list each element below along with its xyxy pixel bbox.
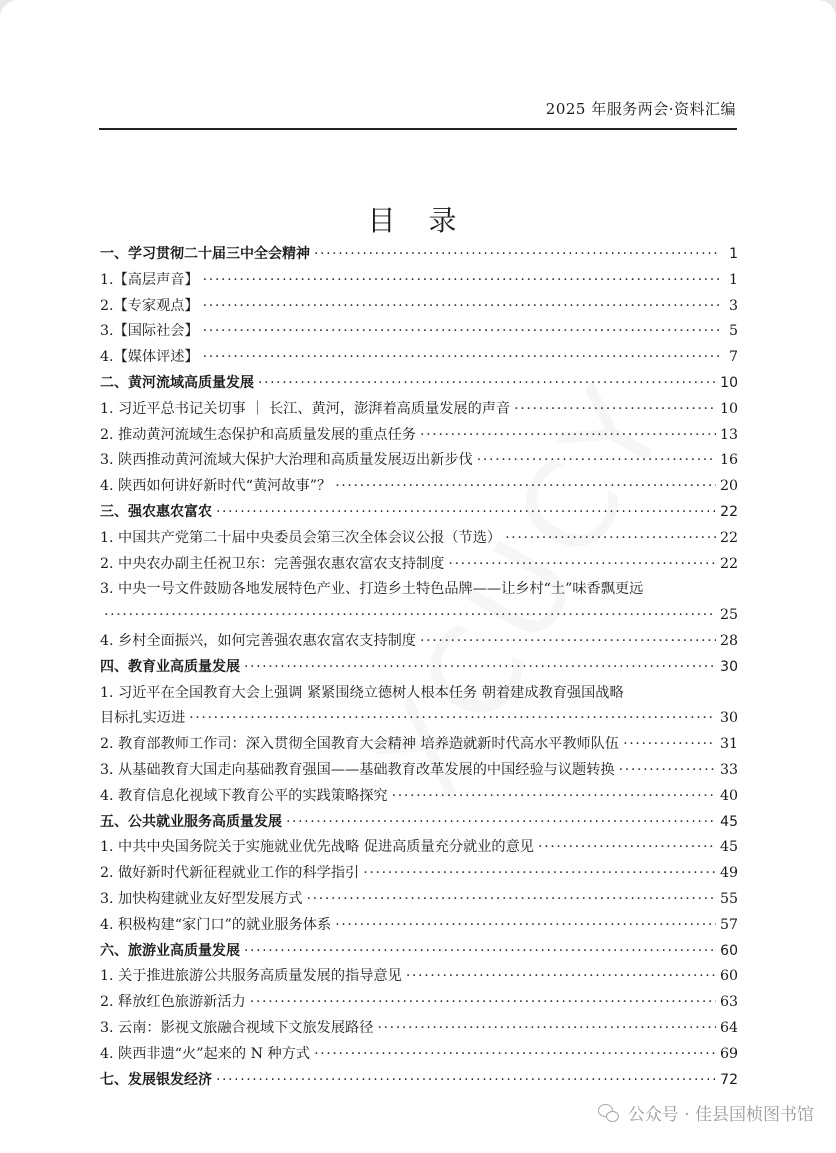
dot-leader — [363, 861, 716, 887]
dot-leader — [477, 448, 716, 474]
toc-label: 3.【国际社会】 — [100, 323, 199, 340]
toc-entry[interactable] — [100, 448, 738, 474]
dot-leader — [216, 500, 716, 526]
dot-leader — [244, 655, 716, 681]
toc-entry[interactable] — [100, 784, 738, 810]
toc-section[interactable] — [100, 810, 738, 836]
toc-entry[interactable] — [100, 964, 738, 990]
toc-entry[interactable] — [100, 577, 738, 603]
dot-leader — [244, 939, 716, 965]
toc-page-number: 10 — [720, 374, 738, 391]
dot-leader — [406, 964, 716, 990]
toc-label: 五、公共就业服务高质量发展 — [100, 813, 282, 830]
toc-entry[interactable] — [100, 268, 738, 294]
toc-label: 4. 陕西如何讲好新时代“黄河故事”？ — [100, 478, 332, 495]
toc-page-number: 22 — [720, 503, 738, 520]
dot-leader — [216, 1068, 716, 1094]
toc-section[interactable] — [100, 655, 738, 681]
toc-page-number: 63 — [719, 994, 738, 1011]
toc-page-number: 60 — [719, 968, 738, 985]
toc-entry[interactable] — [100, 913, 738, 939]
table-of-contents — [100, 242, 738, 1093]
dot-leader — [505, 526, 716, 552]
toc-entry[interactable] — [100, 526, 738, 552]
dot-leader — [514, 397, 716, 423]
header-rule — [99, 128, 737, 130]
toc-entry[interactable] — [100, 603, 738, 629]
dot-leader — [307, 887, 716, 913]
toc-label: 4. 积极构建“家门口”的就业服务体系 — [100, 916, 332, 933]
toc-page-number: 60 — [720, 942, 738, 959]
toc-entry[interactable] — [100, 423, 738, 449]
dot-leader — [623, 732, 716, 758]
toc-label: 2. 释放红色旅游新活力 — [100, 994, 246, 1011]
toc-entry[interactable] — [100, 861, 738, 887]
toc-title: 目 录 — [367, 203, 469, 237]
toc-label: 4.【媒体评述】 — [100, 349, 199, 366]
dot-leader — [203, 319, 720, 345]
dot-leader — [203, 268, 720, 294]
toc-page-number: 28 — [719, 632, 738, 649]
toc-page-number: 69 — [719, 1045, 738, 1062]
toc-label: 1.【高层声音】 — [100, 271, 199, 288]
toc-label: 1. 关于推进旅游公共服务高质量发展的指导意见 — [100, 968, 402, 985]
toc-page-number: 30 — [720, 658, 738, 675]
toc-page-number: 30 — [719, 710, 738, 727]
toc-label: 二、黄河流域高质量发展 — [100, 374, 254, 391]
toc-section[interactable] — [100, 1068, 738, 1094]
toc-entry[interactable] — [100, 1016, 738, 1042]
dot-leader — [258, 371, 716, 397]
toc-label: 4. 教育信息化视域下教育公平的实践策略探究 — [100, 787, 388, 804]
toc-page-number: 45 — [720, 813, 738, 830]
toc-entry[interactable] — [100, 758, 738, 784]
dot-leader — [392, 784, 716, 810]
toc-label: 4. 乡村全面振兴，如何完善强农惠农富农支持制度 — [100, 632, 416, 649]
toc-page-number: 22 — [719, 555, 738, 572]
toc-entry[interactable] — [100, 474, 738, 500]
toc-page-number: 40 — [719, 787, 738, 804]
toc-entry[interactable] — [100, 732, 738, 758]
toc-page-number: 5 — [728, 323, 738, 340]
toc-entry[interactable] — [100, 1042, 738, 1068]
toc-label: 六、旅游业高质量发展 — [100, 942, 240, 959]
dot-leader — [619, 758, 716, 784]
running-header: 2025 年服务两会·资料汇编 — [545, 100, 736, 118]
toc-entry[interactable] — [100, 835, 738, 861]
dot-leader — [314, 1042, 716, 1068]
toc-label: 三、强农惠农富农 — [100, 503, 212, 520]
toc-label: 1. 中国共产党第二十届中央委员会第三次全体会议公报（节选） — [100, 529, 502, 546]
toc-page-number: 16 — [719, 452, 738, 469]
toc-label: 2. 教育部教师工作司：深入贯彻全国教育大会精神 培养造就新时代高水平教师队伍 — [100, 736, 620, 753]
dot-leader — [250, 990, 716, 1016]
dot-leader — [189, 706, 716, 732]
toc-page-number: 57 — [719, 916, 738, 933]
dot-leader — [335, 913, 716, 939]
dot-leader — [314, 242, 720, 268]
dot-leader — [448, 552, 716, 578]
toc-label: 2. 推动黄河流域生态保护和高质量发展的重点任务 — [100, 426, 416, 443]
toc-label: 1. 习近平在全国教育大会上强调 紧紧围绕立德树人根本任务 朝着建成教育强国战略 — [100, 684, 624, 701]
toc-label: 3. 从基础教育大国走向基础教育强国——基础教育改革发展的中国经验与议题转换 — [100, 761, 615, 778]
wechat-icon — [598, 1103, 620, 1123]
toc-page-number: 25 — [719, 607, 738, 624]
toc-page-number: 10 — [719, 400, 738, 417]
toc-label: 2. 中央农办副主任祝卫东：完善强农惠农富农支持制度 — [100, 555, 445, 572]
toc-page-number: 1 — [729, 246, 738, 262]
toc-entry[interactable] — [100, 345, 738, 371]
toc-label: 3. 陕西推动黄河流域大保护大治理和高质量发展迈出新步伐 — [100, 452, 473, 469]
toc-entry[interactable] — [100, 319, 738, 345]
toc-label: 一、学习贯彻二十届三中全会精神 — [100, 246, 310, 262]
toc-page-number: 31 — [719, 736, 738, 753]
dot-leader — [538, 835, 716, 861]
toc-label: 四、教育业高质量发展 — [100, 658, 240, 675]
toc-page-number: 49 — [719, 865, 738, 882]
toc-page-number: 13 — [719, 426, 738, 443]
dot-leader — [203, 294, 720, 320]
dot-leader — [203, 345, 720, 371]
wechat-brand — [598, 1100, 814, 1125]
dot-leader — [420, 423, 716, 449]
brand-text: 公众号 · 佳县国桢图书馆 — [627, 1105, 814, 1125]
toc-section[interactable] — [100, 242, 738, 268]
toc-section[interactable] — [100, 939, 738, 965]
toc-page-number: 64 — [719, 1019, 738, 1036]
toc-section[interactable] — [100, 500, 738, 526]
toc-label: 目标扎实迈进 — [100, 710, 186, 727]
toc-entry[interactable] — [100, 629, 738, 655]
toc-entry[interactable] — [100, 887, 738, 913]
toc-label: 3. 加快构建就业友好型发展方式 — [100, 890, 303, 907]
toc-label: 1. 中共中央国务院关于实施就业优先战略 促进高质量充分就业的意见 — [100, 839, 534, 856]
toc-label: 2. 做好新时代新征程就业工作的科学指引 — [100, 865, 360, 882]
toc-entry[interactable] — [100, 552, 738, 578]
toc-page-number: 22 — [719, 529, 738, 546]
toc-page-number: 72 — [720, 1071, 738, 1088]
toc-page-number: 3 — [728, 297, 738, 314]
dot-leader — [286, 810, 716, 836]
toc-label: 4. 陕西非遗“火”起来的 N 种方式 — [100, 1045, 311, 1062]
toc-entry[interactable] — [100, 397, 738, 423]
toc-entry[interactable] — [100, 990, 738, 1016]
toc-label: 3. 云南：影视文旅融合视域下文旅发展路径 — [100, 1019, 374, 1036]
toc-entry[interactable] — [100, 681, 738, 707]
toc-page-number: 33 — [719, 761, 738, 778]
toc-page-number: 1 — [728, 271, 738, 288]
toc-label: 2.【专家观点】 — [100, 297, 199, 314]
toc-section[interactable] — [100, 371, 738, 397]
toc-page-number: 7 — [728, 349, 738, 366]
toc-page-number: 55 — [719, 890, 738, 907]
toc-label: 七、发展银发经济 — [100, 1071, 212, 1088]
toc-label: 3. 中央一号文件鼓励各地发展特色产业、打造乡土特色品牌——让乡村“土”味香飘更远 — [100, 581, 644, 598]
dot-leader — [335, 474, 716, 500]
toc-entry[interactable] — [100, 294, 738, 320]
toc-label: 1. 习近平总书记关切事 ｜ 长江、黄河，澎湃着高质量发展的声音 — [100, 400, 511, 417]
toc-entry[interactable] — [100, 706, 738, 732]
dot-leader — [420, 629, 716, 655]
toc-page-number: 45 — [719, 839, 738, 856]
dot-leader — [377, 1016, 716, 1042]
toc-page-number: 20 — [719, 478, 738, 495]
dot-leader — [104, 603, 716, 629]
